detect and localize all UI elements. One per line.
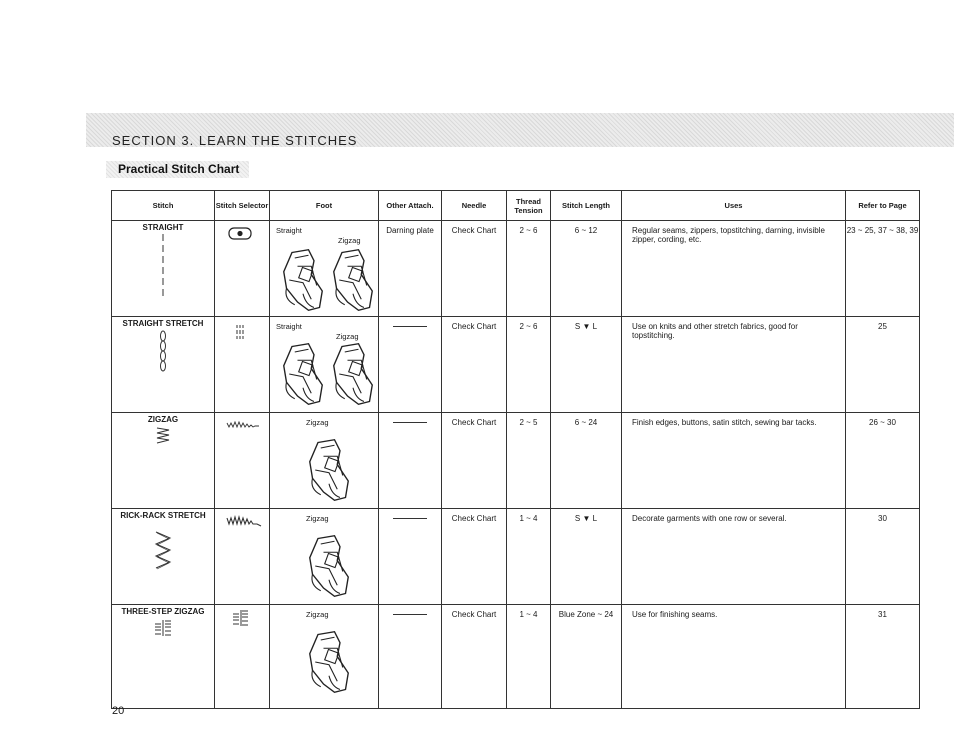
table-row — [112, 509, 920, 605]
foot-label-zigzag: Zigzag — [306, 610, 329, 619]
zigzag-icon — [154, 424, 172, 446]
foot-label-zigzag: Zigzag — [336, 332, 359, 341]
refer-page: 23 ~ 25, 37 ~ 38, 39 — [846, 226, 919, 235]
presser-foot-icon — [328, 247, 378, 313]
header-needle: Needle — [442, 191, 507, 221]
uses-text: Finish edges, buttons, satin stitch, sewing bar tacks. — [632, 418, 817, 427]
no-attachment-dash — [393, 326, 427, 327]
no-attachment-dash — [393, 518, 427, 519]
stitch-name: ZIGZAG — [147, 415, 179, 424]
header-selector: Stitch Selector — [215, 191, 270, 221]
stitch-length: S ▼ L — [574, 514, 598, 523]
refer-page: 26 ~ 30 — [869, 418, 896, 427]
header-row — [112, 191, 920, 221]
stitch-length: 6 ~ 12 — [574, 226, 598, 235]
section-title: SECTION 3. LEARN THE STITCHES — [112, 133, 358, 148]
foot-label-straight: Straight — [276, 322, 302, 331]
uses-text: Use for finishing seams. — [632, 610, 718, 619]
thread-tension: 2 ~ 6 — [519, 322, 538, 331]
foot-label-zigzag: Zigzag — [306, 418, 329, 427]
needle: Check Chart — [451, 610, 497, 619]
no-attachment-dash — [393, 422, 427, 423]
table-row — [112, 605, 920, 709]
needle: Check Chart — [451, 322, 497, 331]
stitch-selector-icon — [215, 509, 270, 531]
stitch-selector-icon — [215, 221, 270, 245]
page-number: 20 — [112, 705, 125, 717]
foot-label-straight: Straight — [276, 226, 302, 235]
uses-text: Use on knits and other stretch fabrics, good for topstitching. — [632, 322, 798, 340]
presser-foot-icon — [304, 437, 354, 503]
stitch-selector-icon — [215, 317, 270, 345]
foot-label-zigzag: Zigzag — [306, 514, 329, 523]
stitch-selector-icon — [215, 605, 270, 631]
stitch-length: S ▼ L — [574, 322, 598, 331]
stitch-selector-icon — [215, 413, 270, 435]
header-stitch: Stitch — [112, 191, 215, 221]
chain-loop-icon — [156, 328, 170, 378]
presser-foot-icon — [304, 629, 354, 695]
stitch-name: THREE-STEP ZIGZAG — [121, 607, 205, 616]
presser-foot-icon — [278, 247, 328, 313]
needle: Check Chart — [451, 226, 497, 235]
refer-page: 30 — [878, 514, 887, 523]
presser-foot-icon — [304, 533, 354, 599]
three-step-zigzag-icon — [152, 616, 174, 642]
refer-page: 25 — [878, 322, 887, 331]
table-row — [112, 317, 920, 413]
stitch-length: 6 ~ 24 — [574, 418, 598, 427]
header-tension: Thread Tension — [507, 191, 551, 221]
attachment: Darning plate — [386, 226, 434, 235]
refer-page: 31 — [878, 610, 887, 619]
stitch-name: STRAIGHT STRETCH — [122, 319, 204, 328]
uses-text: Decorate garments with one row or several. — [632, 514, 787, 523]
stitch-name: STRAIGHT — [142, 223, 184, 232]
presser-foot-icon — [328, 341, 378, 407]
dashed-vertical-line-icon — [158, 232, 168, 298]
needle: Check Chart — [451, 418, 497, 427]
thread-tension: 2 ~ 6 — [519, 226, 538, 235]
no-attachment-dash — [393, 614, 427, 615]
header-attach: Other Attach. — [379, 191, 442, 221]
section-banner — [86, 113, 954, 147]
presser-foot-icon — [278, 341, 328, 407]
header-refer: Refer to Page — [846, 191, 920, 221]
header-foot: Foot — [270, 191, 379, 221]
needle: Check Chart — [451, 514, 497, 523]
thread-tension: 1 ~ 4 — [519, 514, 538, 523]
uses-text: Regular seams, zippers, topstitching, darning, invisible zipper, cording, etc. — [632, 226, 825, 244]
thread-tension: 1 ~ 4 — [519, 610, 538, 619]
foot-label-zigzag: Zigzag — [338, 236, 361, 245]
thread-tension: 2 ~ 5 — [519, 418, 538, 427]
stitch-name: RICK-RACK STRETCH — [120, 511, 206, 520]
table-row — [112, 221, 920, 317]
rickrack-icon — [152, 520, 174, 578]
chart-title: Practical Stitch Chart — [106, 161, 249, 178]
header-length: Stitch Length — [551, 191, 622, 221]
table-row — [112, 413, 920, 509]
stitch-chart-table — [111, 190, 920, 709]
header-uses: Uses — [622, 191, 846, 221]
stitch-length: Blue Zone ~ 24 — [558, 610, 614, 619]
